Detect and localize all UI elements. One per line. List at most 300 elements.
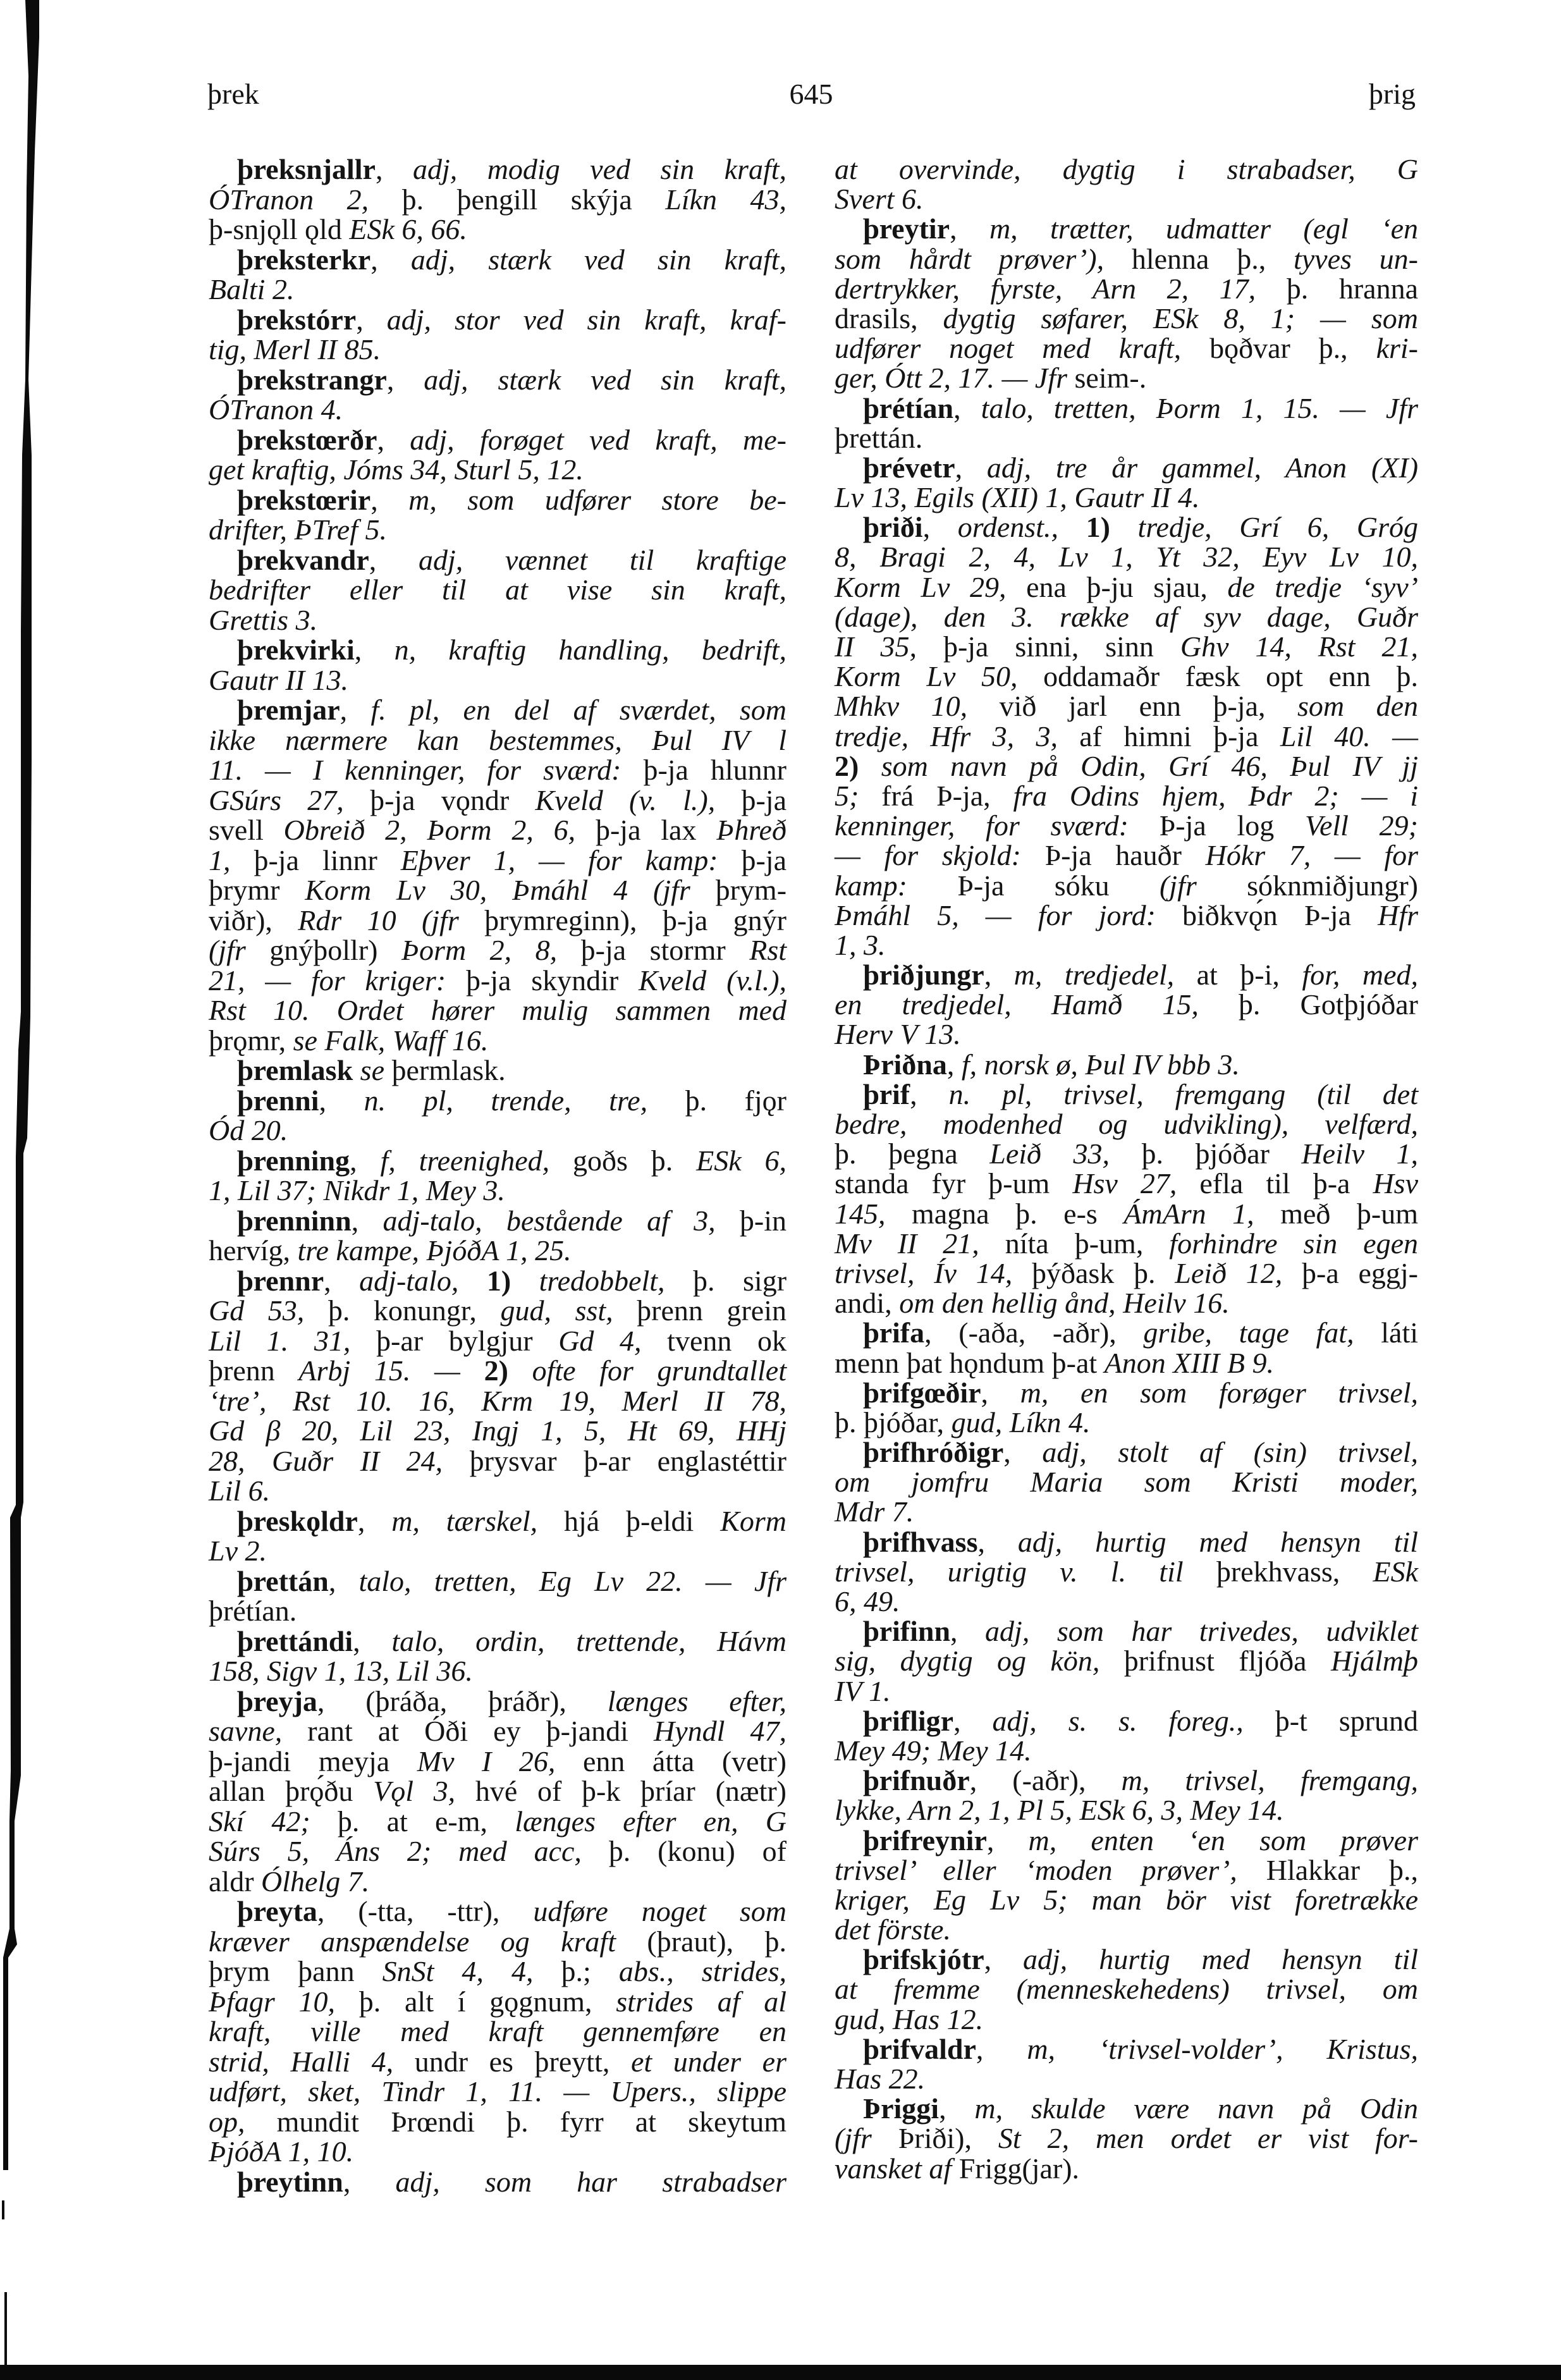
entry-line bbox=[835, 930, 1418, 960]
italic-text: op, bbox=[209, 2105, 277, 2138]
roman-text: gnýþollr) bbox=[269, 934, 401, 966]
entry-first-line bbox=[209, 1086, 787, 1116]
italic-text: Kveld (v.l.), bbox=[639, 964, 787, 997]
roman-text: láti bbox=[1381, 1316, 1419, 1349]
entry-first-line bbox=[209, 305, 787, 335]
roman-text: þ-in bbox=[739, 1204, 787, 1237]
roman-text: allan þrǫ́ðu bbox=[209, 1775, 374, 1807]
roman-text: ena þ-ju sjau, bbox=[1026, 570, 1228, 603]
entry-line bbox=[835, 721, 1418, 751]
italic-text: en tredjedel, Hamð 15, bbox=[835, 988, 1239, 1021]
italic-text: adj, stærk ved sin kraft, bbox=[424, 363, 787, 396]
headword: þrettán bbox=[237, 1564, 329, 1597]
entry-line bbox=[209, 2016, 787, 2047]
italic-text: for, med, bbox=[1302, 959, 1418, 991]
entry-line bbox=[835, 691, 1418, 721]
roman-text: þ-ja hlunnr bbox=[643, 754, 787, 786]
entry-line bbox=[835, 244, 1418, 274]
italic-text: m, trivsel, fremgang, bbox=[1121, 1764, 1418, 1797]
roman-text: biðkvǫ́n Þ-ja bbox=[1182, 899, 1378, 931]
italic-text: adj, som har trivedes, udviklet bbox=[985, 1615, 1419, 1648]
roman-text: , bbox=[377, 423, 410, 456]
sense-number: 2) bbox=[484, 1354, 532, 1387]
italic-text: Mv II 21, bbox=[835, 1227, 1005, 1260]
italic-text: Balti 2. bbox=[209, 273, 295, 305]
entry-line bbox=[209, 214, 787, 245]
italic-text: kræver anspændelse og kraft bbox=[209, 1925, 647, 1958]
italic-text: ESk 6, bbox=[696, 1144, 787, 1177]
headword: þreytir bbox=[863, 212, 950, 245]
roman-text: þ-ja linnr bbox=[254, 843, 401, 876]
italic-text: Gd β 20, Lil 23, Ingj 1, 5, Ht 69, HHj bbox=[209, 1414, 787, 1447]
italic-text: adj, vænnet til kraftige bbox=[418, 543, 787, 576]
roman-text: drasils, bbox=[835, 302, 943, 334]
roman-text: bǫðvar þ., bbox=[1209, 332, 1376, 365]
roman-text: , bbox=[984, 959, 1014, 991]
headword: þrifhróðigr bbox=[863, 1436, 1004, 1469]
entry-line bbox=[835, 1109, 1418, 1139]
entry-line bbox=[209, 1656, 787, 1686]
entry-first-line bbox=[835, 1050, 1418, 1079]
italic-text: m, ‘trivsel-volder’, Kristus, bbox=[1027, 2032, 1419, 2065]
entry-line bbox=[209, 1386, 787, 1416]
headword: þrifvaldr bbox=[863, 2032, 976, 2065]
italic-text: ordenst., bbox=[957, 511, 1086, 544]
roman-text: þ. sigr bbox=[693, 1264, 787, 1297]
italic-text: tyves un- bbox=[1293, 242, 1418, 275]
roman-text: þ. alt í gǫgnum, bbox=[358, 1985, 616, 2018]
italic-text: Obreið 2, Þorm 2, 6, bbox=[283, 814, 596, 846]
italic-text: Vǫl 3, bbox=[373, 1775, 475, 1807]
roman-text: þermlask. bbox=[391, 1054, 506, 1086]
roman-text: mundit Þrœndi þ. fyrr at skeytum bbox=[276, 2105, 787, 2138]
italic-text: Grettis 3. bbox=[209, 603, 318, 636]
headword: þrekstrangr bbox=[237, 363, 387, 396]
roman-text: þ-ja vǫndr bbox=[370, 783, 536, 816]
italic-text: trivsel, urigtig v. l. til bbox=[835, 1555, 1216, 1588]
entry-line bbox=[835, 1258, 1418, 1288]
entry-line bbox=[209, 1596, 787, 1626]
roman-text: , bbox=[354, 634, 395, 666]
italic-text: tig, Merl II 85. bbox=[209, 333, 381, 365]
italic-text: kraft, ville med kraft gennemføre en bbox=[209, 2015, 787, 2047]
italic-text: Kveld (v. l.), bbox=[535, 783, 742, 816]
roman-text: þrettán. bbox=[835, 421, 923, 454]
headword: þrifa bbox=[863, 1316, 925, 1349]
roman-text: aldr bbox=[209, 1865, 262, 1898]
roman-text: Frigg(jar). bbox=[958, 2152, 1080, 2185]
headword: þrifreynir bbox=[863, 1824, 987, 1856]
roman-text: at þ-i, bbox=[1196, 959, 1302, 991]
roman-text: , bbox=[953, 391, 981, 424]
entry-line bbox=[209, 2076, 787, 2107]
italic-text: Leið 12, bbox=[1175, 1256, 1302, 1289]
roman-text: svell bbox=[209, 814, 284, 846]
roman-text: , (-tta, -ttr), bbox=[317, 1895, 534, 1927]
italic-text: adj, stærk ved sin kraft, bbox=[410, 243, 787, 276]
roman-text: Þ-ja hauðr bbox=[1044, 839, 1206, 872]
entry-line bbox=[835, 2154, 1418, 2183]
italic-text: Hsv bbox=[1373, 1167, 1418, 1200]
italic-text: Líkn 43, bbox=[665, 183, 787, 216]
headword: þrenninn bbox=[237, 1204, 352, 1237]
italic-text: det förste. bbox=[835, 1913, 951, 1946]
roman-text: níta þ-um, bbox=[1005, 1227, 1170, 1260]
italic-text: St 2, men ordet er vist for- bbox=[998, 2122, 1418, 2155]
italic-text: adj, s. s. foreg., bbox=[992, 1704, 1275, 1737]
italic-text: ofte for grundtallet bbox=[532, 1354, 787, 1387]
italic-text: 28, Guðr II 24, bbox=[209, 1444, 470, 1477]
headword: þreyja bbox=[237, 1684, 317, 1717]
italic-text: Þfagr 10, bbox=[209, 1985, 359, 2018]
italic-text: at overvinde, dygtig i strabadser, G bbox=[835, 153, 1418, 185]
italic-text: adj, modig ved sin kraft, bbox=[412, 153, 787, 185]
headword: þrifhvass bbox=[863, 1525, 978, 1558]
entry-line bbox=[209, 905, 787, 936]
roman-text: , bbox=[369, 543, 419, 576]
italic-text: Þorm 2, 8, bbox=[401, 934, 581, 966]
roman-text: Hlakkar þ., bbox=[1266, 1853, 1418, 1886]
running-head-right: þrig bbox=[1368, 78, 1416, 110]
roman-text: , bbox=[353, 1624, 392, 1657]
entry-first-line bbox=[835, 1527, 1418, 1557]
italic-text: ÓTranon 4. bbox=[209, 393, 343, 426]
sense-number: 1) bbox=[1086, 511, 1138, 544]
italic-text: Þmáhl 5, — for jord: bbox=[835, 899, 1182, 931]
italic-text: Hsv 27, bbox=[1072, 1167, 1200, 1200]
italic-text: ESk bbox=[1373, 1555, 1418, 1588]
roman-text: undr es þreytt, bbox=[414, 2045, 631, 2078]
sense-number: 2) bbox=[835, 749, 881, 782]
roman-text: þ-jandi meyja bbox=[209, 1745, 417, 1777]
italic-text: n. pl, trivsel, fremgang (til det bbox=[948, 1077, 1419, 1110]
entry-line bbox=[209, 755, 787, 785]
entry-first-line bbox=[209, 365, 787, 395]
roman-text: hvé of þ-k þríar (nætr) bbox=[475, 1775, 787, 1807]
italic-text: bedrifter eller til at vise sin kraft, bbox=[209, 574, 787, 606]
italic-text: Anon XIII B 9. bbox=[1104, 1346, 1274, 1379]
italic-text: 1, bbox=[209, 843, 254, 876]
entry-line bbox=[209, 1776, 787, 1806]
entry-line bbox=[209, 455, 787, 485]
roman-text: þrym þann bbox=[209, 1955, 383, 1987]
entry-first-line bbox=[209, 1686, 787, 1717]
italic-text: talo, tretten, Eg Lv 22. — Jfr bbox=[358, 1564, 787, 1597]
italic-text: m, som udfører store be- bbox=[408, 483, 787, 516]
headword: þreksnjallr bbox=[237, 153, 376, 185]
entry-line bbox=[209, 1356, 787, 1386]
entry-first-line bbox=[209, 485, 787, 515]
entry-line bbox=[209, 1716, 787, 1746]
entry-line bbox=[209, 1296, 787, 1326]
italic-text: abs., strides, bbox=[618, 1955, 787, 1987]
roman-text: , bbox=[976, 2032, 1027, 2065]
italic-text: ‘tre’, Rst 10. 16, Krm 19, Merl II 78, bbox=[209, 1384, 787, 1417]
italic-text: (dage), den 3. række af syv dage, Guðr bbox=[835, 600, 1418, 633]
headword: þremlask bbox=[237, 1054, 360, 1086]
italic-text: Rst 10. Ordet hører mulig sammen med bbox=[209, 994, 787, 1026]
left-column bbox=[209, 154, 787, 2197]
italic-text: f. pl, en del af sværdet, som bbox=[370, 694, 787, 726]
italic-text: Korm Lv 50, bbox=[835, 660, 1044, 693]
italic-text: Hókr 7, — for bbox=[1205, 839, 1418, 872]
entry-line bbox=[209, 605, 787, 635]
roman-text: þrenn grein bbox=[637, 1294, 787, 1327]
roman-text: , bbox=[350, 1144, 381, 1177]
headword: þrétían bbox=[863, 391, 954, 424]
italic-text: forhindre sin egen bbox=[1169, 1227, 1418, 1260]
italic-text: Þhreð bbox=[716, 814, 787, 846]
roman-text: menn þat hǫndum þ-at bbox=[835, 1346, 1105, 1379]
italic-text: 145, bbox=[835, 1197, 912, 1230]
entry-line bbox=[209, 2137, 787, 2167]
italic-text: Ghv 14, Rst 21, bbox=[1180, 630, 1418, 663]
roman-text: , bbox=[955, 451, 987, 484]
headword: þremjar bbox=[237, 694, 340, 726]
entry-line bbox=[835, 363, 1418, 393]
roman-text: tvenn ok bbox=[667, 1324, 787, 1357]
roman-text: Þ-ja log bbox=[1159, 809, 1305, 842]
italic-text: tredje, Grí 6, Gróg bbox=[1137, 511, 1419, 544]
entry-line bbox=[835, 1408, 1418, 1437]
page-number: 645 bbox=[789, 78, 833, 110]
entry-line bbox=[835, 1586, 1418, 1616]
italic-text: (jfr bbox=[1159, 869, 1247, 902]
italic-text: Lil 1. 31, bbox=[209, 1324, 377, 1357]
entry-line bbox=[835, 990, 1418, 1019]
entry-first-line bbox=[835, 214, 1418, 243]
entry-first-line bbox=[835, 1079, 1418, 1109]
italic-text: gribe, tage fat, bbox=[1143, 1316, 1381, 1349]
entry-line bbox=[835, 1497, 1418, 1526]
entry-first-line bbox=[209, 1206, 787, 1236]
entry-line bbox=[835, 781, 1418, 811]
italic-text: fra Odins hjem, Þdr 2; — i bbox=[1013, 779, 1418, 812]
entry-line bbox=[209, 1476, 787, 1506]
italic-text: Leið 33, bbox=[989, 1138, 1142, 1170]
entry-line bbox=[209, 395, 787, 425]
entry-first-line bbox=[209, 2167, 787, 2197]
roman-text: þ-ja bbox=[741, 783, 787, 816]
entry-line bbox=[209, 845, 787, 876]
roman-text: hjá þ-eldi bbox=[564, 1504, 721, 1537]
entry-line bbox=[209, 995, 787, 1026]
entry-line bbox=[835, 154, 1418, 184]
italic-text: Gd 53, bbox=[209, 1294, 328, 1327]
italic-text: Korm Lv 30, Þmáhl 4 (jfr bbox=[305, 874, 716, 906]
roman-text: , bbox=[370, 243, 411, 276]
roman-text: , bbox=[981, 1376, 1020, 1409]
headword: þrettándi bbox=[237, 1624, 353, 1657]
italic-text: (jfr bbox=[835, 2122, 898, 2155]
roman-text: , bbox=[328, 1564, 359, 1597]
entry-first-line bbox=[835, 960, 1418, 990]
italic-text: gud, Líkn 4. bbox=[951, 1406, 1091, 1438]
entry-first-line bbox=[835, 1706, 1418, 1736]
italic-text: trivsel, Ív 14, bbox=[835, 1256, 1032, 1289]
italic-text: Mdr 7. bbox=[835, 1495, 914, 1528]
italic-text: tredje, Hfr 3, 3, bbox=[835, 720, 1080, 752]
italic-text: f, treenighed, bbox=[380, 1144, 573, 1177]
entry-first-line bbox=[209, 635, 787, 665]
headword: þrenni bbox=[237, 1084, 319, 1117]
entry-line bbox=[209, 1536, 787, 1566]
italic-text: 5; bbox=[835, 779, 882, 812]
entry-line bbox=[835, 1646, 1418, 1676]
roman-text: , bbox=[939, 2092, 975, 2125]
italic-text: Gd 4, bbox=[558, 1324, 668, 1357]
entry-first-line bbox=[209, 1896, 787, 1927]
headword: þrennr bbox=[237, 1264, 324, 1297]
entry-line bbox=[835, 1348, 1418, 1378]
roman-text: , bbox=[351, 1204, 383, 1237]
headword: þreyta bbox=[237, 1895, 317, 1927]
entry-line bbox=[835, 572, 1418, 602]
italic-text: Hjálmþ bbox=[1331, 1645, 1418, 1678]
entry-line bbox=[209, 1956, 787, 1987]
italic-text: udfører noget med kraft, bbox=[835, 332, 1210, 365]
italic-text: drifter, ÞTref 5. bbox=[209, 513, 387, 546]
roman-text: þ-ja sinni, sinn bbox=[943, 630, 1180, 663]
italic-text: 158, Sigv 1, 13, Lil 36. bbox=[209, 1655, 473, 1687]
italic-text: kenninger, for sværd: bbox=[835, 809, 1160, 842]
italic-text: talo, ordin, trettende, Hávm bbox=[391, 1624, 787, 1657]
entry-first-line bbox=[209, 695, 787, 725]
italic-text: Svert 6. bbox=[835, 183, 924, 216]
entry-first-line bbox=[209, 245, 787, 275]
headword: þrifnuðr bbox=[863, 1764, 970, 1797]
roman-text: þ-ja stormr bbox=[580, 934, 750, 966]
italic-text: 21, — for kriger: bbox=[209, 964, 466, 997]
roman-text: , bbox=[950, 1615, 986, 1648]
italic-text: Mv I 26, bbox=[417, 1745, 583, 1777]
entry-line bbox=[835, 1139, 1418, 1169]
roman-text: viðr), bbox=[209, 904, 298, 936]
headword: þriði bbox=[863, 511, 923, 544]
entry-line bbox=[209, 966, 787, 996]
roman-text: , bbox=[984, 1943, 1024, 1976]
roman-text: þýðask þ. bbox=[1031, 1256, 1175, 1289]
headword: þrévetr bbox=[863, 451, 955, 484]
entry-line bbox=[835, 1557, 1418, 1586]
italic-text: II 35, bbox=[835, 630, 943, 663]
headword: þrifinn bbox=[863, 1615, 951, 1648]
right-column bbox=[835, 154, 1418, 2183]
italic-text: SnSt 4, 4, bbox=[382, 1955, 561, 1987]
roman-text: Þriði), bbox=[898, 2122, 998, 2155]
italic-text: 1, 3. bbox=[835, 928, 886, 961]
italic-text: Ólhelg 7. bbox=[261, 1865, 370, 1898]
italic-text: vansket af bbox=[835, 2152, 959, 2185]
entry-line bbox=[209, 1326, 787, 1356]
italic-text: om den hellig ånd, Heilv 16. bbox=[899, 1287, 1230, 1320]
entry-line bbox=[209, 2047, 787, 2077]
roman-text: þ. Gotþjóðar bbox=[1238, 988, 1418, 1021]
entry-first-line bbox=[835, 1378, 1418, 1408]
entry-first-line bbox=[209, 1626, 787, 1657]
roman-text: (þraut), þ. bbox=[647, 1925, 787, 1958]
roman-text: standa fyr þ-um bbox=[835, 1167, 1073, 1200]
entry-line bbox=[835, 1915, 1418, 1944]
roman-text: þ-ja lax bbox=[595, 814, 717, 846]
headword: þreksterkr bbox=[237, 243, 371, 276]
entry-line bbox=[209, 274, 787, 305]
italic-text: adj-talo, bestående af 3, bbox=[383, 1204, 740, 1237]
roman-text: þrym- bbox=[715, 874, 787, 906]
italic-text: Lil 40. — bbox=[1280, 720, 1418, 752]
headword: þrekvandr bbox=[237, 543, 369, 576]
italic-text: ÞjóðA 1, 10. bbox=[209, 2135, 354, 2168]
roman-text: þ-snjǫll ǫld bbox=[209, 213, 350, 245]
entry-line bbox=[209, 575, 787, 605]
italic-text: Eþver 1, — for kamp: bbox=[400, 843, 742, 876]
entry-first-line bbox=[209, 1506, 787, 1537]
italic-text: adj, hurtig med hensyn til bbox=[1023, 1943, 1418, 1976]
italic-text: kriger, Eg Lv 5; man bör vist foretrække bbox=[835, 1883, 1418, 1916]
entry-line bbox=[835, 1199, 1418, 1229]
headword: Þriggi bbox=[863, 2092, 940, 2125]
italic-text: m, trætter, udmatter (egl ‘en bbox=[989, 212, 1419, 245]
italic-text: sig, dygtig og kön, bbox=[835, 1645, 1124, 1678]
sense-number: 1) bbox=[486, 1264, 539, 1297]
italic-text: længes efter, bbox=[607, 1684, 787, 1717]
roman-text: , bbox=[386, 363, 424, 396]
roman-text: þ-ja bbox=[741, 843, 787, 876]
roman-text: , bbox=[340, 694, 371, 726]
headword: þrekstórr bbox=[237, 303, 357, 336]
roman-text: enn átta (vetr) bbox=[582, 1745, 787, 1777]
roman-text: þ. fjǫr bbox=[685, 1084, 787, 1117]
headword: þrekstœrðr bbox=[237, 423, 377, 456]
italic-text: kamp: bbox=[835, 869, 958, 902]
italic-text: Skí 42; bbox=[209, 1805, 338, 1837]
entry-line bbox=[835, 2064, 1418, 2094]
entry-first-line bbox=[835, 453, 1418, 482]
entry-line bbox=[835, 184, 1418, 214]
entry-first-line bbox=[835, 2034, 1418, 2064]
entry-line bbox=[835, 274, 1418, 304]
roman-text: hervíg, bbox=[209, 1234, 298, 1267]
italic-text: ikke nærmere kan bestemmes, Þul IV l bbox=[209, 723, 787, 756]
headword: þrif bbox=[863, 1077, 910, 1110]
italic-text: 1, Lil 37; Nikdr 1, Mey 3. bbox=[209, 1174, 505, 1206]
entry-line bbox=[835, 871, 1418, 900]
entry-line bbox=[835, 1676, 1418, 1706]
entry-line bbox=[209, 515, 787, 545]
roman-text: , bbox=[977, 1525, 1018, 1558]
roman-text: sóknmiðjungr) bbox=[1247, 869, 1418, 902]
roman-text: þ. þjóðar bbox=[1141, 1138, 1302, 1170]
italic-text: Lil 6. bbox=[209, 1475, 271, 1507]
roman-text: þ-ja skyndir bbox=[465, 964, 639, 997]
entry-line bbox=[209, 334, 787, 365]
roman-text: , bbox=[343, 2165, 396, 2198]
roman-text: , bbox=[953, 1704, 993, 1737]
roman-text: magna þ. e-s bbox=[912, 1197, 1124, 1230]
roman-text: , bbox=[946, 1048, 962, 1081]
italic-text: n, kraftig handling, bedrift, bbox=[394, 634, 787, 666]
roman-text: af himni þ-ja bbox=[1079, 720, 1280, 752]
italic-text: Gautr II 13. bbox=[209, 663, 349, 696]
entry-line bbox=[835, 2123, 1418, 2153]
roman-text: , (-aðr), bbox=[969, 1764, 1122, 1797]
roman-text: , bbox=[324, 1264, 360, 1297]
roman-text: , (-aða, -aðr), bbox=[924, 1316, 1144, 1349]
italic-text: som den bbox=[1297, 690, 1418, 723]
italic-text: IV 1. bbox=[835, 1674, 891, 1707]
entry-first-line bbox=[835, 1318, 1418, 1347]
entry-first-line bbox=[835, 1616, 1418, 1646]
